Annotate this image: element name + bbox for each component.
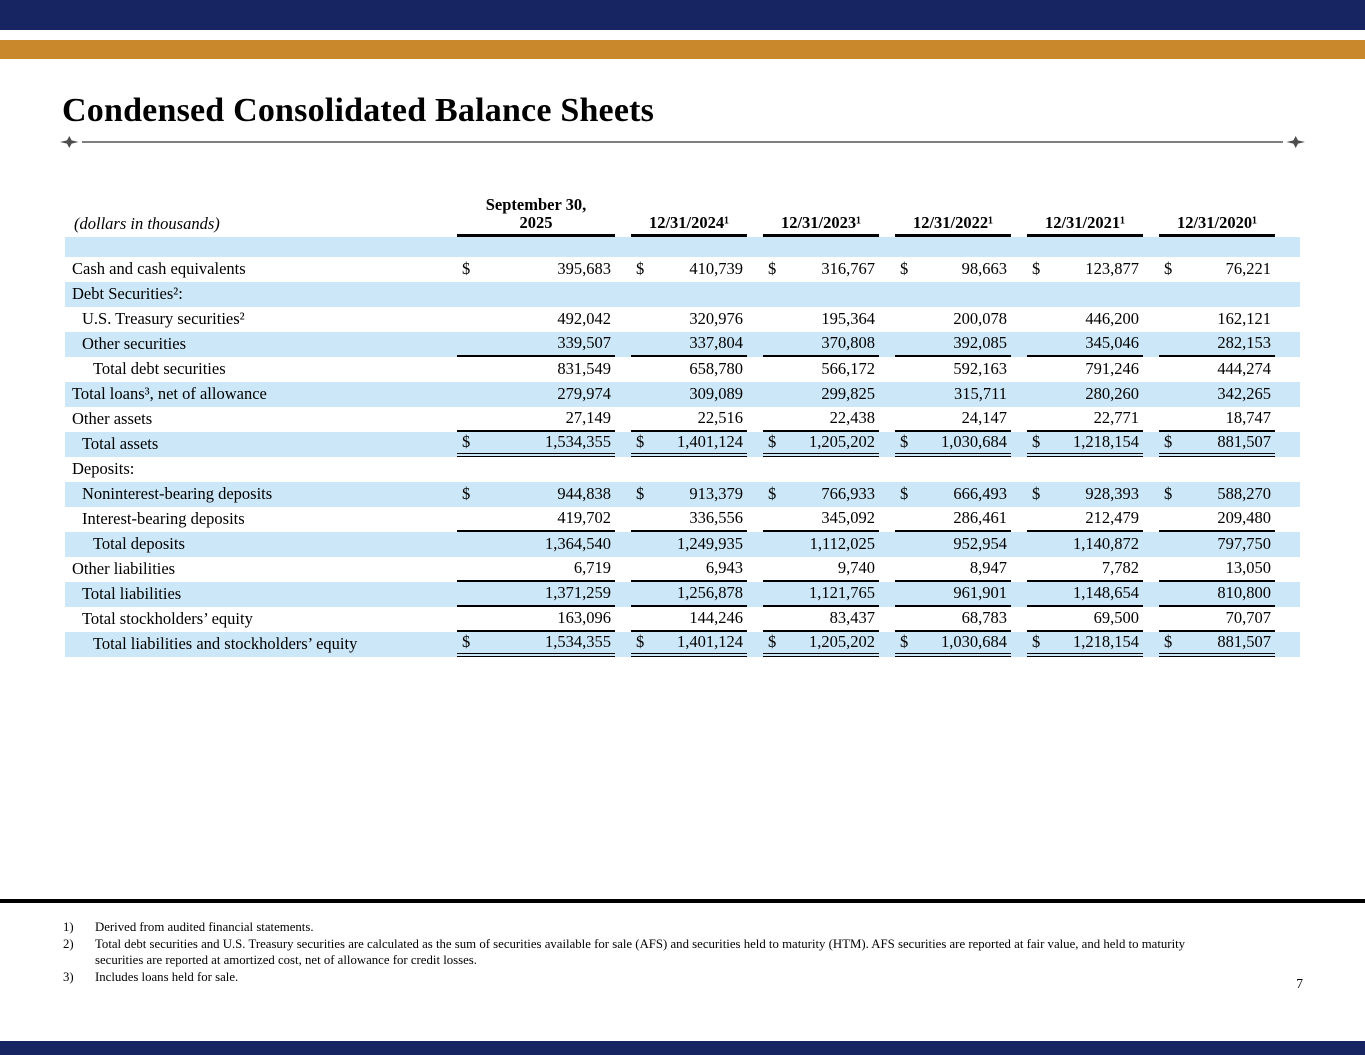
value-cell — [457, 432, 615, 457]
cell-value: 395,683 — [557, 259, 611, 279]
cell-value: 1,371,259 — [545, 583, 611, 603]
footnote-item — [63, 969, 1233, 986]
value-cell — [457, 582, 615, 607]
cell-value: 952,954 — [953, 534, 1007, 554]
cell-value: 68,783 — [961, 608, 1007, 628]
value-cell — [1011, 532, 1143, 557]
table-row — [65, 582, 1300, 607]
bottom-navy-bar — [0, 1041, 1365, 1055]
value-cell — [615, 357, 747, 382]
value-cell — [1011, 357, 1143, 382]
cell-value: 1,205,202 — [809, 432, 875, 452]
value-cell — [457, 307, 615, 332]
row-label-cell — [65, 307, 457, 332]
value-cell — [1011, 307, 1143, 332]
footnote-text: Derived from audited financial statements. — [95, 920, 314, 934]
value-cell — [457, 507, 615, 532]
table-unit-label: (dollars in thousands) — [74, 213, 220, 233]
cell-value: 337,804 — [689, 333, 743, 353]
column-header — [895, 214, 1011, 236]
cell-value: 831,549 — [557, 359, 611, 379]
row-label-cell — [65, 482, 457, 507]
value-cell — [1143, 532, 1275, 557]
cell-dollar-sign: $ — [462, 432, 471, 452]
cell-value: 339,507 — [557, 333, 611, 353]
cell-value: 309,089 — [689, 384, 743, 404]
cell-value: 791,246 — [1085, 359, 1139, 379]
cell-value: 279,974 — [557, 384, 611, 404]
cell-value: 1,364,540 — [545, 534, 611, 554]
value-cell — [457, 257, 615, 282]
value-cell — [457, 532, 615, 557]
row-label-cell — [65, 357, 457, 382]
value-cell — [747, 557, 879, 582]
cell-value: 299,825 — [821, 384, 875, 404]
section-label-cell — [65, 457, 1300, 482]
value-cell — [457, 482, 615, 507]
table-row — [65, 307, 1300, 332]
cell-dollar-sign: $ — [636, 259, 645, 279]
row-label: Total assets — [82, 434, 159, 454]
value-cell — [747, 357, 879, 382]
column-header-line: 12/31/2024¹ — [648, 213, 730, 233]
footnote-number: 3) — [63, 969, 74, 984]
cell-value: 24,147 — [961, 408, 1007, 428]
cell-dollar-sign: $ — [462, 259, 471, 279]
row-label: Total deposits — [93, 534, 185, 554]
cell-value: 18,747 — [1225, 408, 1271, 428]
cell-value: 163,096 — [557, 608, 611, 628]
cell-value: 83,437 — [829, 608, 875, 628]
row-label-cell — [65, 332, 457, 357]
cell-value: 410,739 — [689, 259, 743, 279]
value-cell — [747, 582, 879, 607]
row-label: Other securities — [82, 334, 187, 354]
divider-line — [82, 141, 1283, 143]
cell-value: 810,800 — [1217, 583, 1271, 603]
cell-value: 22,438 — [829, 408, 875, 428]
value-cell — [879, 632, 1011, 657]
cell-value: 666,493 — [953, 484, 1007, 504]
cell-value: 1,534,355 — [545, 632, 611, 652]
gold-accent-bar — [0, 40, 1365, 59]
table-row — [65, 457, 1300, 482]
value-cell — [747, 332, 879, 357]
cell-value: 1,140,872 — [1073, 534, 1139, 554]
column-header-line: September 30, — [485, 195, 587, 214]
column-header — [1027, 214, 1143, 236]
row-label-cell — [65, 432, 457, 457]
cell-value: 444,274 — [1217, 359, 1271, 379]
value-cell — [615, 507, 747, 532]
cell-value: 419,702 — [557, 508, 611, 528]
footnote-divider — [0, 899, 1365, 903]
table-row — [65, 332, 1300, 357]
column-header — [1159, 214, 1275, 236]
cell-value: 592,163 — [953, 359, 1007, 379]
row-label-cell — [65, 507, 457, 532]
cell-value: 162,121 — [1217, 309, 1271, 329]
cell-value: 282,153 — [1217, 333, 1271, 353]
cell-value: 881,507 — [1217, 432, 1271, 452]
value-cell — [879, 382, 1011, 407]
value-cell — [1143, 257, 1275, 282]
value-cell — [615, 607, 747, 632]
value-cell — [879, 332, 1011, 357]
value-cell — [1143, 607, 1275, 632]
cell-dollar-sign: $ — [462, 484, 471, 504]
cell-value: 336,556 — [689, 508, 743, 528]
row-label-cell — [65, 557, 457, 582]
cell-value: 6,719 — [573, 558, 611, 578]
value-cell — [615, 482, 747, 507]
cell-dollar-sign: $ — [636, 484, 645, 504]
cell-value: 1,218,154 — [1073, 632, 1139, 652]
value-cell — [747, 257, 879, 282]
cell-dollar-sign: $ — [768, 432, 777, 452]
cell-value: 320,976 — [689, 309, 743, 329]
value-cell — [615, 532, 747, 557]
cell-value: 1,256,878 — [677, 583, 743, 603]
value-cell — [1143, 632, 1275, 657]
row-label-cell — [65, 257, 457, 282]
value-cell — [879, 407, 1011, 432]
value-cell — [615, 257, 747, 282]
cell-dollar-sign: $ — [1164, 432, 1173, 452]
cell-value: 961,901 — [953, 583, 1007, 603]
row-label: Debt Securities²: — [72, 284, 183, 304]
table-row — [65, 257, 1300, 282]
cell-value: 345,092 — [821, 508, 875, 528]
value-cell — [457, 382, 615, 407]
cell-dollar-sign: $ — [1032, 259, 1041, 279]
footnotes — [63, 919, 1233, 986]
value-cell — [747, 407, 879, 432]
value-cell — [747, 382, 879, 407]
footnote-text: Total debt securities and U.S. Treasury securities are calculated as the sum of securities available for sale (AFS) and securities held to maturity (HTM). AFS securities are reported at fair value, and held to maturity securities are reported at amortized cost, net of allowance for credit losses. — [95, 936, 1186, 968]
table-row — [65, 482, 1300, 507]
value-cell — [747, 307, 879, 332]
cell-value: 7,782 — [1101, 558, 1139, 578]
top-gap — [0, 30, 1365, 40]
cell-dollar-sign: $ — [636, 632, 645, 652]
cell-dollar-sign: $ — [1164, 632, 1173, 652]
table-header-row — [65, 196, 1300, 237]
table-row — [65, 632, 1300, 657]
value-cell — [457, 632, 615, 657]
cell-dollar-sign: $ — [1032, 432, 1041, 452]
row-label-cell — [65, 582, 457, 607]
cell-value: 881,507 — [1217, 632, 1271, 652]
cell-value: 70,707 — [1225, 608, 1271, 628]
row-label: Total debt securities — [93, 359, 226, 379]
value-cell — [615, 432, 747, 457]
value-cell — [879, 582, 1011, 607]
cell-value: 345,046 — [1085, 333, 1139, 353]
row-label: Total loans³, net of allowance — [72, 384, 267, 404]
cell-dollar-sign: $ — [462, 632, 471, 652]
row-label: Noninterest-bearing deposits — [82, 484, 273, 504]
diamond-ornament-icon — [1283, 136, 1305, 148]
cell-value: 1,030,684 — [941, 632, 1007, 652]
diamond-ornament-icon — [60, 136, 82, 148]
value-cell — [615, 632, 747, 657]
table-row — [65, 237, 1300, 257]
cell-value: 1,121,765 — [809, 583, 875, 603]
row-label: U.S. Treasury securities² — [82, 309, 245, 329]
table-row — [65, 607, 1300, 632]
value-cell — [1143, 482, 1275, 507]
value-cell — [1011, 582, 1143, 607]
cell-value: 286,461 — [953, 508, 1007, 528]
footnote-number: 2) — [63, 936, 74, 951]
column-header — [763, 214, 879, 236]
cell-value: 588,270 — [1217, 484, 1271, 504]
column-header-line: 2025 — [519, 213, 553, 233]
value-cell — [457, 607, 615, 632]
cell-value: 766,933 — [821, 484, 875, 504]
value-cell — [615, 407, 747, 432]
cell-value: 492,042 — [557, 309, 611, 329]
table-row — [65, 557, 1300, 582]
cell-value: 280,260 — [1085, 384, 1139, 404]
cell-value: 1,205,202 — [809, 632, 875, 652]
cell-value: 76,221 — [1225, 259, 1271, 279]
row-label: Other assets — [72, 409, 153, 429]
cell-value: 392,085 — [953, 333, 1007, 353]
cell-value: 1,249,935 — [677, 534, 743, 554]
value-cell — [1011, 432, 1143, 457]
table-row — [65, 357, 1300, 382]
value-cell — [747, 632, 879, 657]
value-cell — [615, 382, 747, 407]
cell-dollar-sign: $ — [1032, 484, 1041, 504]
value-cell — [1011, 607, 1143, 632]
page-number: 7 — [1296, 976, 1303, 991]
cell-value: 8,947 — [969, 558, 1007, 578]
cell-value: 316,767 — [821, 259, 875, 279]
cell-dollar-sign: $ — [900, 484, 909, 504]
value-cell — [1143, 407, 1275, 432]
page-title: Condensed Consolidated Balance Sheets — [62, 92, 655, 129]
cell-value: 144,246 — [689, 608, 743, 628]
section-label-cell — [65, 282, 1300, 307]
balance-sheet-table — [65, 196, 1300, 657]
cell-value: 1,148,654 — [1073, 583, 1139, 603]
cell-value: 13,050 — [1225, 558, 1271, 578]
value-cell — [747, 607, 879, 632]
cell-dollar-sign: $ — [768, 632, 777, 652]
value-cell — [1011, 632, 1143, 657]
cell-value: 658,780 — [689, 359, 743, 379]
value-cell — [747, 482, 879, 507]
value-cell — [1011, 507, 1143, 532]
value-cell — [1143, 307, 1275, 332]
footnote-text: Includes loans held for sale. — [95, 969, 239, 984]
value-cell — [1143, 332, 1275, 357]
cell-value: 315,711 — [953, 384, 1007, 404]
spacer-cell — [65, 237, 1300, 257]
cell-dollar-sign: $ — [1164, 484, 1173, 504]
cell-value: 446,200 — [1085, 309, 1139, 329]
cell-dollar-sign: $ — [900, 259, 909, 279]
cell-dollar-sign: $ — [768, 259, 777, 279]
footnote-item — [63, 936, 1233, 969]
value-cell — [879, 507, 1011, 532]
cell-value: 913,379 — [689, 484, 743, 504]
row-label: Total liabilities — [82, 584, 182, 604]
row-label: Cash and cash equivalents — [72, 259, 246, 279]
value-cell — [1143, 557, 1275, 582]
value-cell — [1011, 382, 1143, 407]
value-cell — [879, 257, 1011, 282]
value-cell — [457, 557, 615, 582]
value-cell — [615, 332, 747, 357]
value-cell — [747, 532, 879, 557]
value-cell — [1011, 257, 1143, 282]
cell-value: 209,480 — [1217, 508, 1271, 528]
column-header-line: 12/31/2021¹ — [1044, 213, 1126, 233]
value-cell — [1143, 432, 1275, 457]
cell-value: 1,401,124 — [677, 432, 743, 452]
column-header-line: 12/31/2023¹ — [780, 213, 862, 233]
row-label: Other liabilities — [72, 559, 176, 579]
cell-dollar-sign: $ — [1032, 632, 1041, 652]
row-label: Deposits: — [72, 459, 135, 479]
top-navy-bar — [0, 0, 1365, 30]
value-cell — [615, 557, 747, 582]
value-cell — [1143, 582, 1275, 607]
value-cell — [1011, 332, 1143, 357]
cell-value: 1,218,154 — [1073, 432, 1139, 452]
cell-value: 370,808 — [821, 333, 875, 353]
cell-value: 1,401,124 — [677, 632, 743, 652]
value-cell — [879, 607, 1011, 632]
row-label: Total stockholders’ equity — [82, 609, 253, 629]
footnote-number: 1) — [63, 920, 74, 934]
value-cell — [615, 582, 747, 607]
value-cell — [1143, 357, 1275, 382]
value-cell — [747, 432, 879, 457]
value-cell — [457, 407, 615, 432]
footnote-item — [63, 919, 1233, 936]
value-cell — [615, 307, 747, 332]
cell-value: 195,364 — [821, 309, 875, 329]
value-cell — [1011, 482, 1143, 507]
row-label-cell — [65, 382, 457, 407]
table-row — [65, 282, 1300, 307]
cell-value: 6,943 — [705, 558, 743, 578]
cell-value: 566,172 — [821, 359, 875, 379]
cell-value: 1,112,025 — [809, 534, 875, 554]
cell-value: 944,838 — [557, 484, 611, 504]
cell-value: 212,479 — [1085, 508, 1139, 528]
cell-dollar-sign: $ — [1164, 259, 1173, 279]
value-cell — [879, 307, 1011, 332]
row-label-cell — [65, 532, 457, 557]
column-header-line: 12/31/2022¹ — [912, 213, 994, 233]
value-cell — [1143, 382, 1275, 407]
column-header — [457, 196, 615, 237]
table-row — [65, 507, 1300, 532]
column-header — [631, 214, 747, 236]
value-cell — [879, 357, 1011, 382]
value-cell — [879, 432, 1011, 457]
value-cell — [879, 532, 1011, 557]
row-label: Total liabilities and stockholders’ equity — [93, 634, 358, 654]
cell-value: 342,265 — [1217, 384, 1271, 404]
cell-value: 22,771 — [1093, 408, 1139, 428]
cell-value: 928,393 — [1085, 484, 1139, 504]
cell-value: 22,516 — [697, 408, 743, 428]
row-label-cell — [65, 632, 457, 657]
cell-value: 27,149 — [565, 408, 611, 428]
value-cell — [1143, 507, 1275, 532]
cell-dollar-sign: $ — [768, 484, 777, 504]
title-divider — [60, 136, 1305, 148]
value-cell — [879, 482, 1011, 507]
cell-value: 200,078 — [953, 309, 1007, 329]
table-row — [65, 382, 1300, 407]
cell-dollar-sign: $ — [900, 632, 909, 652]
cell-value: 797,750 — [1217, 534, 1271, 554]
value-cell — [747, 507, 879, 532]
row-label-cell — [65, 407, 457, 432]
row-label: Interest-bearing deposits — [82, 509, 245, 529]
value-cell — [457, 332, 615, 357]
cell-dollar-sign: $ — [636, 432, 645, 452]
cell-value: 1,534,355 — [545, 432, 611, 452]
cell-value: 98,663 — [961, 259, 1007, 279]
value-cell — [457, 357, 615, 382]
cell-value: 1,030,684 — [941, 432, 1007, 452]
cell-value: 69,500 — [1093, 608, 1139, 628]
cell-dollar-sign: $ — [900, 432, 909, 452]
value-cell — [1011, 557, 1143, 582]
column-header-line: 12/31/2020¹ — [1176, 213, 1258, 233]
cell-value: 9,740 — [837, 558, 875, 578]
table-row — [65, 407, 1300, 432]
value-cell — [1011, 407, 1143, 432]
table-row — [65, 532, 1300, 557]
cell-value: 123,877 — [1085, 259, 1139, 279]
table-row — [65, 432, 1300, 457]
value-cell — [879, 557, 1011, 582]
row-label-cell — [65, 607, 457, 632]
